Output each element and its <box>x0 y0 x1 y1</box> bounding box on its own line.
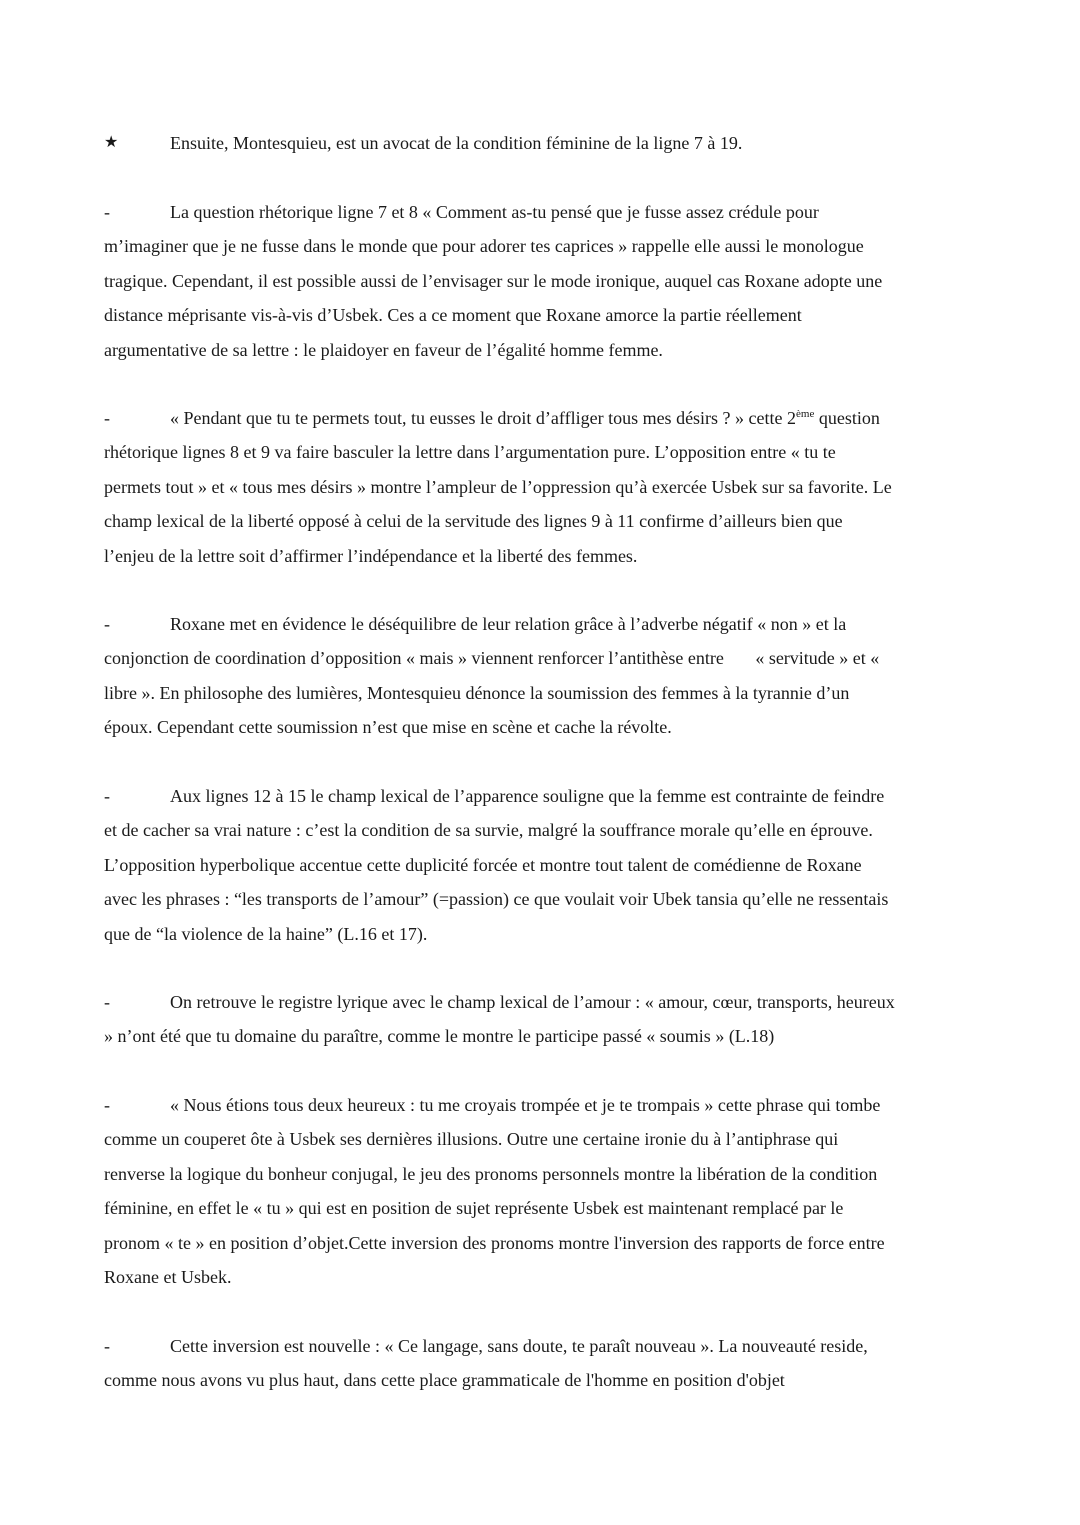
superscript: ème <box>796 408 815 420</box>
paragraph-line: L’opposition hyperbolique accentue cette duplicité forcée et montre tout talent de comédienne de Roxane <box>104 854 862 875</box>
dash-bullet: - <box>104 202 110 222</box>
paragraph-line: » n’ont été que tu domaine du paraître, comme le montre le participe passé « soumis » (L.18) <box>104 1026 775 1047</box>
paragraph-line: pronom « te » en position d’objet.Cette inversion des pronoms montre l'inversion des rapports de force entre <box>104 1232 885 1253</box>
paragraph-line: La question rhétorique ligne 7 et 8 « Comment as-tu pensé que je fusse assez crédule pour <box>170 202 819 222</box>
paragraph <box>104 607 984 745</box>
paragraph-line: On retrouve le registre lyrique avec le champ lexical de l’amour : « amour, cœur, transports, heureux <box>170 992 895 1012</box>
paragraph <box>104 1329 984 1398</box>
dash-bullet: - <box>104 992 110 1012</box>
section-heading-text: Ensuite, Montesquieu, est un avocat de la condition féminine de la ligne 7 à 19. <box>170 133 743 153</box>
paragraph-line: féminine, en effet le « tu » qui est en position de sujet représente Usbek est maintenant remplacé par le <box>104 1198 844 1219</box>
paragraph-line: tragique. Cependant, il est possible aussi de l’envisager sur le mode ironique, auquel cas Roxane adopte une <box>104 270 883 291</box>
paragraph-line: argumentative de sa lettre : le plaidoyer en faveur de l’égalité homme femme. <box>104 339 663 360</box>
section-heading <box>104 126 984 160</box>
paragraph-line: conjonction de coordination d’opposition « mais » viennent renforcer l’antithèse entre « servitude » et « <box>104 648 880 669</box>
paragraph-line: libre ». En philosophe des lumières, Montesquieu dénonce la soumission des femmes à la tyrannie d’un <box>104 682 850 703</box>
paragraph-line: champ lexical de la liberté opposé à celui de la servitude des lignes 9 à 11 confirme d’ailleurs bien que <box>104 511 843 532</box>
dash-bullet: - <box>104 786 110 806</box>
paragraph-line: comme nous avons vu plus haut, dans cette place grammaticale de l'homme en position d'objet <box>104 1370 785 1391</box>
paragraph <box>104 779 984 951</box>
paragraph-line: « Nous étions tous deux heureux : tu me croyais trompée et je te trompais » cette phrase qui tombe <box>170 1095 881 1115</box>
paragraph-line: l’enjeu de la lettre soit d’affirmer l’indépendance et la liberté des femmes. <box>104 545 638 566</box>
dash-bullet: - <box>104 1095 110 1115</box>
paragraph-line: question <box>814 408 880 428</box>
paragraph <box>104 985 984 1054</box>
paragraph <box>104 195 984 367</box>
dash-bullet: - <box>104 1336 110 1356</box>
paragraph-line: renverse la logique du bonheur conjugal, le jeu des pronoms personnels montre la libération de la condition <box>104 1163 878 1184</box>
dash-bullet: - <box>104 614 110 634</box>
paragraph-line: permets tout » et « tous mes désirs » montre l’ampleur de l’oppression qu’à exercée Usbek sur sa favorite. Le <box>104 476 892 497</box>
paragraph-line: « Pendant que tu te permets tout, tu eusses le droit d’affliger tous mes désirs ? » cette 2 <box>170 408 797 428</box>
paragraph-line: Cette inversion est nouvelle : « Ce langage, sans doute, te paraît nouveau ». La nouveauté reside, <box>170 1336 868 1356</box>
paragraph <box>104 1088 984 1294</box>
paragraph-line: rhétorique lignes 8 et 9 va faire basculer la lettre dans l’argumentation pure. L’opposition entre « tu te <box>104 442 836 463</box>
paragraph-line: comme un couperet ôte à Usbek ses dernières illusions. Outre une certaine ironie du à l’antiphrase qui <box>104 1129 839 1150</box>
paragraph-line: Roxane met en évidence le déséquilibre de leur relation grâce à l’adverbe négatif « non » et la <box>170 614 847 634</box>
dash-bullet: - <box>104 408 110 428</box>
paragraph-line: avec les phrases : “les transports de l’amour” (=passion) ce que voulait voir Ubek tansia qu’elle ne ressentais <box>104 889 889 910</box>
paragraph-line: époux. Cependant cette soumission n’est que mise en scène et cache la révolte. <box>104 717 672 738</box>
paragraph-line: que de “la violence de la haine” (L.16 et 17). <box>104 923 428 944</box>
paragraph-line: Roxane et Usbek. <box>104 1267 232 1288</box>
paragraph-line: Aux lignes 12 à 15 le champ lexical de l’apparence souligne que la femme est contrainte de feindre <box>170 786 885 806</box>
star-bullet-icon: ★ <box>104 134 119 151</box>
paragraph-line: et de cacher sa vrai nature : c’est la condition de sa survie, malgré la souffrance morale qu’elle en éprouve. <box>104 820 873 841</box>
paragraph-line: m’imaginer que je ne fusse dans le monde que pour adorer tes caprices » rappelle elle aussi le monologue <box>104 236 864 257</box>
paragraph <box>104 401 984 573</box>
paragraph-line: distance méprisante vis-à-vis d’Usbek. Ces a ce moment que Roxane amorce la partie réellement <box>104 305 802 326</box>
